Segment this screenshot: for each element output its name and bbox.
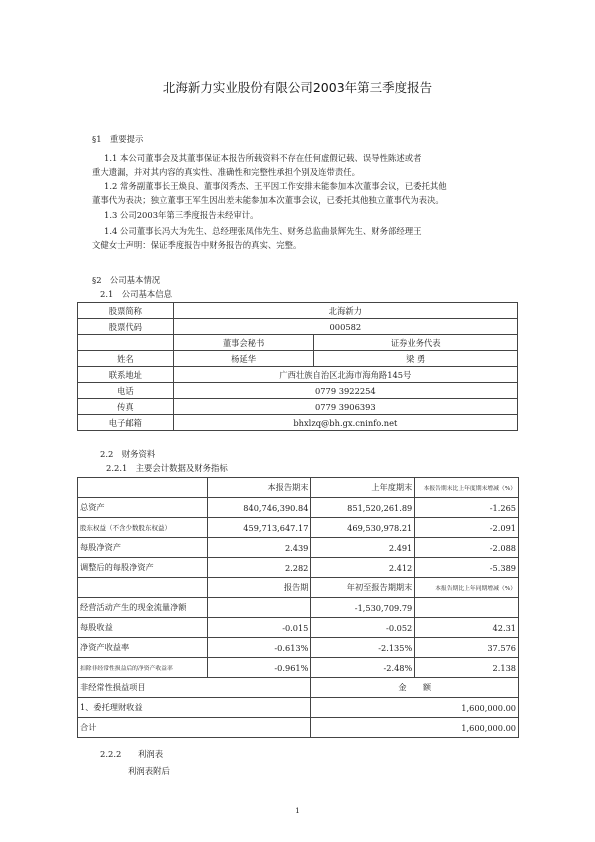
equity-change: -2.091 [415,518,519,538]
financial-indicators-table [77,477,519,738]
subsection-2-2-2-heading: 2.2.2 利润表 [100,749,164,759]
header-change-vs-year-end: 本报告期末比上年度期末增减（%） [415,478,519,498]
stock-abbr-label: 股票简称 [78,303,174,319]
income-statement-note: 利润表附后 [128,766,170,776]
table-row [78,319,518,335]
subsection-2-2-1-heading: 2.2.1 主要会计数据及财务指标 [106,463,228,473]
header-report-period: 报告期 [207,578,311,598]
phone-value: 0779 3922254 [173,383,517,399]
stock-code-value: 000582 [173,319,517,335]
nav-per-share-current: 2.439 [207,538,311,558]
equity-current: 459,713,647.17 [207,518,311,538]
adjusted-nav-previous: 2.412 [311,558,415,578]
adjusted-roe-period: -0.961% [207,658,311,678]
eps-period: -0.015 [207,618,311,638]
page-number: 1 [295,806,300,815]
table-row [78,399,518,415]
table-row [78,498,519,518]
operating-cashflow-label: 经营活动产生的现金流量净额 [78,598,208,618]
table-row [78,718,519,738]
fax-value: 0779 3906393 [173,399,517,415]
table-row [78,335,518,351]
equity-previous: 469,530,978.21 [311,518,415,538]
table-row [78,618,519,638]
notice-1-2-line2: 董事代为表决；独立董事王军生因出差未能参加本次董事会议，已委托其他独立董事代为表决。 [92,195,444,205]
adjusted-roe-change: 2.138 [415,658,519,678]
stock-abbr-value: 北海新力 [173,303,517,319]
wealth-management-income-amount: 1,600,000.00 [311,698,519,718]
notice-1-4-line2: 文健女士声明：保证季度报告中财务报告的真实、完整。 [92,240,302,250]
roe-period: -0.613% [207,638,311,658]
nav-per-share-change: -2.088 [415,538,519,558]
table-row [78,558,519,578]
total-assets-label: 总资产 [78,498,208,518]
company-info-table [77,302,518,431]
header-change-vs-last-year: 本报告期比上年同期增减（%） [415,578,519,598]
table-row [78,598,519,618]
adjusted-roe-ytd: -2.48% [311,658,415,678]
email-value: bhxlzq@bh.gx.cninfo.net [173,415,517,431]
table-row [78,658,519,678]
stock-code-label: 股票代码 [78,319,174,335]
securities-rep-header: 证券业务代表 [314,335,518,351]
nav-per-share-previous: 2.491 [311,538,415,558]
eps-ytd: -0.052 [311,618,415,638]
eps-change: 42.31 [415,618,519,638]
total-label: 合计 [78,718,311,738]
total-assets-previous: 851,520,261.89 [311,498,415,518]
table-row [78,367,518,383]
name-label: 姓名 [78,351,174,367]
notice-1-2-line1: 1.2 常务副董事长王焕良、董事闵秀杰、王平因工作安排未能参加本次董事会议，已委托其他 [104,181,447,191]
nav-per-share-label: 每股净资产 [78,538,208,558]
header-year-to-date: 年初至报告期期末 [311,578,415,598]
header-current-period-end: 本报告期末 [207,478,311,498]
adjusted-roe-label: 扣除非经常性损益后的净资产收益率 [78,658,208,678]
roe-label: 净资产收益率 [78,638,208,658]
adjusted-nav-change: -5.389 [415,558,519,578]
eps-label: 每股收益 [78,618,208,638]
table-row [78,518,519,538]
table-row [78,538,519,558]
total-assets-current: 840,746,390.84 [207,498,311,518]
address-label: 联系地址 [78,367,174,383]
adjusted-nav-current: 2.282 [207,558,311,578]
table-row [78,698,519,718]
table-row [78,415,518,431]
section-1-heading: §1 重要提示 [92,134,144,144]
roe-ytd: -2.135% [311,638,415,658]
notice-1-3: 1.3 公司2003年第三季度报告未经审计。 [104,210,259,220]
email-label: 电子邮箱 [78,415,174,431]
table-row [78,638,519,658]
notice-1-1-line1: 1.1 本公司董事会及其董事保证本报告所载资料不存在任何虚假记载、误导性陈述或者 [104,153,422,163]
total-assets-change: -1.265 [415,498,519,518]
table-row [78,351,518,367]
total-amount: 1,600,000.00 [311,718,519,738]
notice-1-4-line1: 1.4 公司董事长冯大为先生、总经理张凤伟先生、财务总监曲景辉先生、财务部经理王 [104,226,422,236]
fax-label: 传真 [78,399,174,415]
address-value: 广西壮族自治区北海市海角路145号 [173,367,517,383]
roe-change: 37.576 [415,638,519,658]
section-2-heading: §2 公司基本情况 [92,275,161,285]
phone-label: 电话 [78,383,174,399]
table-row [78,478,519,498]
table-row [78,383,518,399]
table-row [78,678,519,698]
operating-cashflow-ytd: -1,530,709.79 [311,598,415,618]
secretary-name: 杨延华 [173,351,314,367]
header-previous-year-end: 上年度期末 [311,478,415,498]
subsection-2-2-heading: 2.2 财务资料 [100,449,156,459]
adjusted-nav-label: 调整后的每股净资产 [78,558,208,578]
wealth-management-income-label: 1、委托理财收益 [78,698,311,718]
document-title: 北海新力实业股份有限公司2003年第三季度报告 [162,80,433,95]
notice-1-1-line2: 重大遗漏，并对其内容的真实性、准确性和完整性承担个别及连带责任。 [92,167,360,177]
table-row [78,303,518,319]
amount-header: 金 额 [311,678,519,698]
table-row [78,578,519,598]
subsection-2-1-heading: 2.1 公司基本信息 [100,289,172,299]
securities-rep-name: 梁 勇 [314,351,518,367]
equity-label: 股东权益（不含少数股东权益） [78,518,208,538]
secretary-header: 董事会秘书 [173,335,314,351]
non-recurring-items-label: 非经常性损益项目 [78,678,311,698]
